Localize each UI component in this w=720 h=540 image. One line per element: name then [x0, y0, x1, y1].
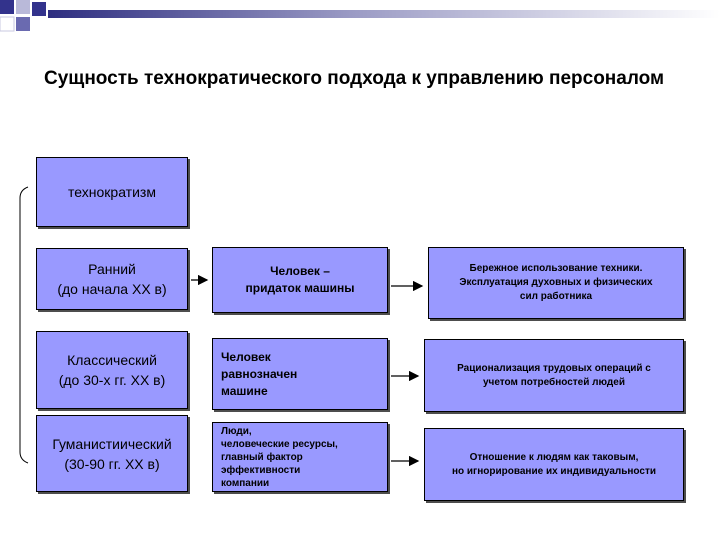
stage-humanistic-box — [36, 415, 188, 492]
stage-early-box — [36, 248, 188, 310]
result-early-line: сил работника — [519, 291, 593, 302]
view-classic-line: Человек — [221, 349, 271, 364]
view-humanistic-line: эффективности — [221, 464, 301, 476]
stage-classic-name: Классический — [67, 352, 157, 368]
result-humanistic-line: Отношение к людям как таковым, — [469, 451, 639, 463]
result-classic-box — [424, 339, 684, 412]
result-early-line: Эксплуатация духовных и физических — [459, 277, 653, 288]
result-classic-line: учетом потребностей людей — [482, 376, 625, 388]
left-bracket — [20, 187, 28, 463]
page-title: Сущность технократического подхода к управлению персоналом — [44, 68, 665, 89]
stage-early-name: Ранний — [88, 261, 136, 277]
result-early-line: Бережное использование техники. — [469, 263, 643, 274]
view-humanistic-line: Люди, — [221, 425, 252, 437]
view-early-box — [212, 247, 388, 313]
view-humanistic-line: компании — [221, 477, 270, 489]
view-early-line: Человек – — [270, 264, 330, 278]
result-humanistic-box — [424, 428, 684, 501]
stage-early-period: (до начала XX в) — [57, 281, 167, 297]
stage-humanistic-name: Гуманистиический — [52, 435, 172, 452]
view-humanistic-line: главный фактор — [221, 451, 303, 463]
view-classic-line: машине — [221, 383, 268, 398]
stage-classic-period: (до 30-х гг. XX в) — [58, 372, 166, 388]
view-classic-line: равнозначен — [221, 366, 298, 381]
root-label: технократизм — [68, 184, 156, 200]
stage-humanistic-period: (30-90 гг. XX в) — [64, 455, 160, 472]
header-decoration — [0, 0, 720, 40]
view-humanistic-box — [212, 422, 388, 492]
result-early-box — [428, 247, 684, 319]
result-classic-line: Рационализация трудовых операций с — [457, 362, 651, 374]
view-classic-box — [212, 338, 388, 410]
view-early-line: придаток машины — [245, 281, 355, 295]
view-humanistic-line: человеческие ресурсы, — [221, 438, 338, 450]
root-technocratism-box — [36, 157, 188, 227]
result-humanistic-line: но игнорирование их индивидуальности — [451, 465, 656, 477]
stage-classic-box — [36, 331, 188, 409]
